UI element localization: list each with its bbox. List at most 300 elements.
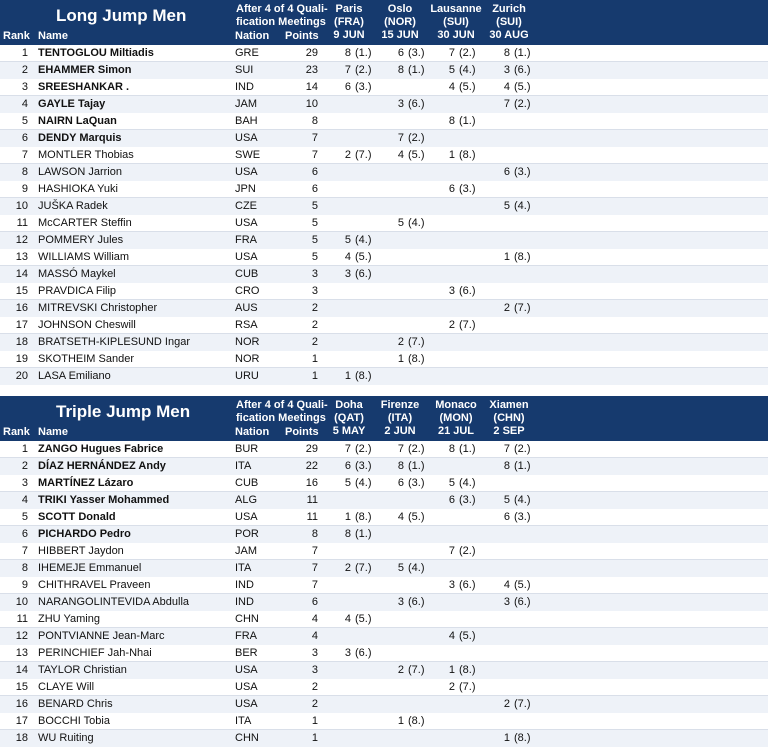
rank-cell: 5 bbox=[21, 511, 28, 523]
athlete-name: WU Ruiting bbox=[38, 732, 94, 744]
rank-cell: 20 bbox=[15, 370, 28, 382]
rank-cell: 3 bbox=[21, 477, 28, 489]
points-cell: 1 bbox=[311, 353, 318, 365]
points-cell: 4 bbox=[311, 630, 318, 642]
nation-cell: CUB bbox=[235, 268, 259, 280]
meeting-place: (4.) bbox=[408, 217, 425, 229]
meeting-points: 8 bbox=[448, 443, 455, 455]
rank-cell: 1 bbox=[21, 443, 28, 455]
nation-cell: USA bbox=[235, 132, 258, 144]
meeting-city: Xiamen bbox=[489, 399, 529, 411]
points-cell: 3 bbox=[311, 285, 318, 297]
meeting-points: 5 bbox=[397, 217, 404, 229]
table-row bbox=[0, 577, 768, 594]
header-rank: Rank bbox=[3, 426, 30, 438]
rank-cell: 19 bbox=[15, 353, 28, 365]
rank-cell: 5 bbox=[21, 115, 28, 127]
rank-cell: 8 bbox=[21, 166, 28, 178]
meeting-points: 5 bbox=[344, 234, 351, 246]
header-after-line2: fication Meetings bbox=[236, 412, 326, 424]
meeting-city: Firenze bbox=[380, 399, 420, 411]
nation-cell: CHN bbox=[235, 732, 259, 744]
athlete-name: MASSÓ Maykel bbox=[38, 268, 116, 280]
meeting-points: 4 bbox=[397, 149, 404, 161]
meeting-country: (NOR) bbox=[384, 16, 416, 28]
meeting-city: Monaco bbox=[435, 399, 477, 411]
meeting-points: 3 bbox=[448, 285, 455, 297]
meeting-points: 2 bbox=[397, 336, 404, 348]
header-nation: Nation bbox=[235, 30, 270, 42]
rank-cell: 7 bbox=[21, 545, 28, 557]
meeting-place: (8.) bbox=[514, 732, 531, 744]
meeting-points: 8 bbox=[344, 528, 351, 540]
table-row bbox=[0, 368, 768, 385]
meeting-points: 4 bbox=[397, 511, 404, 523]
rank-cell: 15 bbox=[15, 681, 28, 693]
meeting-place: (6.) bbox=[355, 647, 372, 659]
athlete-name: McCARTER Steffin bbox=[38, 217, 132, 229]
points-cell: 22 bbox=[305, 460, 318, 472]
rank-cell: 17 bbox=[15, 715, 28, 727]
nation-cell: ALG bbox=[235, 494, 258, 506]
meeting-points: 4 bbox=[448, 81, 455, 93]
athlete-name: NARANGOLINTEVIDA Abdulla bbox=[38, 596, 190, 608]
athlete-name: PONTVIANNE Jean-Marc bbox=[38, 630, 165, 642]
nation-cell: ITA bbox=[235, 562, 252, 574]
meeting-place: (7.) bbox=[408, 664, 425, 676]
athlete-name: ZANGO Hugues Fabrice bbox=[38, 443, 164, 455]
meeting-place: (8.) bbox=[459, 664, 476, 676]
points-cell: 11 bbox=[306, 511, 318, 523]
athlete-name: TRIKI Yasser Mohammed bbox=[38, 494, 170, 506]
meeting-points: 5 bbox=[448, 477, 455, 489]
meeting-place: (3.) bbox=[459, 494, 476, 506]
athlete-name: SREESHANKAR . bbox=[38, 81, 130, 93]
rank-cell: 11 bbox=[16, 217, 28, 229]
rank-cell: 17 bbox=[15, 319, 28, 331]
nation-cell: URU bbox=[235, 370, 259, 382]
meeting-place: (1.) bbox=[459, 115, 476, 127]
points-cell: 1 bbox=[311, 732, 318, 744]
meeting-date: 5 MAY bbox=[332, 425, 366, 437]
meeting-points: 2 bbox=[448, 319, 455, 331]
meeting-points: 5 bbox=[397, 562, 404, 574]
meeting-points: 7 bbox=[448, 545, 455, 557]
meeting-place: (6.) bbox=[514, 596, 531, 608]
meeting-place: (4.) bbox=[355, 477, 372, 489]
meeting-points: 3 bbox=[344, 268, 351, 280]
rank-cell: 9 bbox=[21, 579, 28, 591]
meeting-place: (8.) bbox=[355, 511, 372, 523]
meeting-points: 1 bbox=[344, 370, 351, 382]
athlete-name: IHEMEJE Emmanuel bbox=[38, 562, 142, 574]
rank-cell: 11 bbox=[16, 613, 28, 625]
athlete-name: CLAYE Will bbox=[38, 681, 95, 693]
meeting-points: 8 bbox=[397, 64, 404, 76]
meeting-place: (1.) bbox=[408, 64, 425, 76]
nation-cell: IND bbox=[235, 81, 254, 93]
header-points: Points bbox=[285, 30, 319, 42]
meeting-place: (7.) bbox=[459, 681, 476, 693]
meeting-place: (2.) bbox=[459, 47, 476, 59]
table-row bbox=[0, 594, 768, 611]
meeting-points: 8 bbox=[503, 460, 510, 472]
meeting-place: (2.) bbox=[514, 98, 531, 110]
points-cell: 2 bbox=[311, 336, 318, 348]
meeting-place: (1.) bbox=[514, 460, 531, 472]
points-cell: 5 bbox=[311, 217, 318, 229]
points-cell: 7 bbox=[311, 132, 318, 144]
points-cell: 23 bbox=[305, 64, 318, 76]
nation-cell: ITA bbox=[235, 715, 252, 727]
header-after-line1: After 4 of 4 Quali- bbox=[236, 399, 328, 411]
points-cell: 7 bbox=[311, 579, 318, 591]
meeting-place: (3.) bbox=[355, 460, 372, 472]
meeting-points: 2 bbox=[397, 664, 404, 676]
table-row bbox=[0, 45, 768, 62]
rank-cell: 14 bbox=[15, 664, 28, 676]
meeting-date: 2 JUN bbox=[384, 425, 416, 437]
header-points: Points bbox=[285, 426, 319, 438]
athlete-name: BRATSETH-KIPLESUND Ingar bbox=[38, 336, 191, 348]
meeting-points: 6 bbox=[448, 494, 455, 506]
meeting-points: 3 bbox=[503, 64, 510, 76]
table-row bbox=[0, 181, 768, 198]
meeting-points: 6 bbox=[397, 477, 404, 489]
athlete-name: MARTÍNEZ Lázaro bbox=[38, 477, 134, 489]
header-after-line1: After 4 of 4 Quali- bbox=[236, 3, 328, 15]
meeting-country: (CHN) bbox=[493, 412, 525, 424]
nation-cell: BER bbox=[235, 647, 258, 659]
table-row bbox=[0, 560, 768, 577]
nation-cell: CUB bbox=[235, 477, 259, 489]
table-row bbox=[0, 79, 768, 96]
triple-jump-section bbox=[0, 396, 768, 744]
meeting-points: 7 bbox=[397, 132, 404, 144]
athlete-name: BOCCHI Tobia bbox=[38, 715, 110, 727]
nation-cell: USA bbox=[235, 166, 258, 178]
meeting-place: (3.) bbox=[514, 166, 531, 178]
meeting-place: (8.) bbox=[514, 251, 531, 263]
meeting-points: 5 bbox=[344, 477, 351, 489]
table-row bbox=[0, 628, 768, 645]
meeting-place: (7.) bbox=[355, 149, 372, 161]
meeting-points: 2 bbox=[344, 149, 351, 161]
meeting-country: (SUI) bbox=[496, 16, 522, 28]
meeting-points: 2 bbox=[448, 681, 455, 693]
table-row bbox=[0, 130, 768, 147]
meeting-points: 2 bbox=[503, 698, 510, 710]
meeting-place: (4.) bbox=[408, 562, 425, 574]
meeting-place: (5.) bbox=[355, 251, 372, 263]
meeting-date: 30 JUN bbox=[437, 29, 475, 41]
rank-cell: 6 bbox=[21, 528, 28, 540]
meeting-place: (8.) bbox=[459, 149, 476, 161]
points-cell: 5 bbox=[311, 251, 318, 263]
meeting-place: (4.) bbox=[514, 200, 531, 212]
meeting-points: 6 bbox=[503, 511, 510, 523]
points-cell: 16 bbox=[305, 477, 318, 489]
meeting-place: (7.) bbox=[459, 319, 476, 331]
athlete-name: JUŠKA Radek bbox=[38, 200, 108, 212]
athlete-name: DENDY Marquis bbox=[38, 132, 122, 144]
table-row bbox=[0, 283, 768, 300]
athlete-name: TENTOGLOU Miltiadis bbox=[38, 47, 154, 59]
table-row bbox=[0, 249, 768, 266]
meeting-points: 6 bbox=[344, 81, 351, 93]
nation-cell: POR bbox=[235, 528, 259, 540]
points-cell: 6 bbox=[311, 166, 318, 178]
athlete-name: MONTLER Thobias bbox=[38, 149, 134, 161]
athlete-name: TAYLOR Christian bbox=[38, 664, 127, 676]
meeting-points: 5 bbox=[503, 200, 510, 212]
points-cell: 10 bbox=[305, 98, 318, 110]
rank-cell: 4 bbox=[21, 494, 28, 506]
table-row bbox=[0, 351, 768, 368]
nation-cell: NOR bbox=[235, 353, 260, 365]
nation-cell: CRO bbox=[235, 285, 260, 297]
meeting-points: 6 bbox=[344, 460, 351, 472]
meeting-place: (7.) bbox=[514, 302, 531, 314]
nation-cell: USA bbox=[235, 251, 258, 263]
athlete-name: MITREVSKI Christopher bbox=[38, 302, 158, 314]
meeting-place: (2.) bbox=[514, 443, 531, 455]
points-cell: 7 bbox=[311, 562, 318, 574]
meeting-place: (8.) bbox=[408, 715, 425, 727]
meeting-country: (QAT) bbox=[334, 412, 364, 424]
meeting-place: (2.) bbox=[355, 443, 372, 455]
meeting-place: (5.) bbox=[459, 81, 476, 93]
rank-cell: 9 bbox=[21, 183, 28, 195]
meeting-country: (SUI) bbox=[443, 16, 469, 28]
meeting-place: (5.) bbox=[408, 149, 425, 161]
nation-cell: SWE bbox=[235, 149, 261, 161]
triple-jump-header bbox=[0, 396, 768, 441]
points-cell: 11 bbox=[306, 494, 318, 506]
athlete-name: HIBBERT Jaydon bbox=[38, 545, 124, 557]
table-row bbox=[0, 441, 768, 458]
rank-cell: 6 bbox=[21, 132, 28, 144]
section-title: Triple Jump Men bbox=[56, 402, 191, 421]
table-row bbox=[0, 334, 768, 351]
meeting-points: 7 bbox=[503, 98, 510, 110]
meeting-place: (5.) bbox=[408, 511, 425, 523]
meeting-place: (1.) bbox=[355, 47, 372, 59]
meeting-place: (3.) bbox=[408, 477, 425, 489]
table-row bbox=[0, 475, 768, 492]
table-row bbox=[0, 696, 768, 713]
nation-cell: ITA bbox=[235, 460, 252, 472]
meeting-city: Lausanne bbox=[430, 3, 482, 15]
rank-cell: 2 bbox=[21, 460, 28, 472]
rank-cell: 16 bbox=[15, 302, 28, 314]
table-row bbox=[0, 526, 768, 543]
meeting-points: 7 bbox=[503, 443, 510, 455]
rank-cell: 7 bbox=[21, 149, 28, 161]
meeting-date: 2 SEP bbox=[493, 425, 525, 437]
meeting-place: (3.) bbox=[459, 183, 476, 195]
table-row bbox=[0, 300, 768, 317]
table-row bbox=[0, 198, 768, 215]
rank-cell: 18 bbox=[15, 732, 28, 744]
athlete-name: WILLIAMS William bbox=[38, 251, 130, 263]
points-cell: 3 bbox=[311, 647, 318, 659]
points-cell: 7 bbox=[311, 545, 318, 557]
meeting-place: (7.) bbox=[514, 698, 531, 710]
points-cell: 29 bbox=[305, 443, 318, 455]
points-cell: 2 bbox=[311, 319, 318, 331]
meeting-place: (2.) bbox=[408, 132, 425, 144]
table-row bbox=[0, 713, 768, 730]
athlete-name: DÍAZ HERNÁNDEZ Andy bbox=[38, 460, 166, 472]
meeting-place: (5.) bbox=[514, 579, 531, 591]
meeting-points: 4 bbox=[448, 630, 455, 642]
rank-cell: 14 bbox=[15, 268, 28, 280]
meeting-city: Zurich bbox=[492, 3, 526, 15]
points-cell: 8 bbox=[311, 528, 318, 540]
meeting-points: 2 bbox=[503, 302, 510, 314]
meeting-place: (4.) bbox=[459, 64, 476, 76]
table-row bbox=[0, 232, 768, 249]
table-row bbox=[0, 62, 768, 79]
meeting-place: (4.) bbox=[514, 494, 531, 506]
rank-cell: 8 bbox=[21, 562, 28, 574]
meeting-place: (3.) bbox=[355, 81, 372, 93]
rank-cell: 10 bbox=[15, 596, 28, 608]
nation-cell: BUR bbox=[235, 443, 259, 455]
points-cell: 8 bbox=[311, 115, 318, 127]
meeting-points: 8 bbox=[344, 47, 351, 59]
athlete-name: PICHARDO Pedro bbox=[38, 528, 131, 540]
meeting-points: 1 bbox=[397, 715, 404, 727]
meeting-points: 1 bbox=[397, 353, 404, 365]
athlete-name: GAYLE Tajay bbox=[38, 98, 106, 110]
header-rank: Rank bbox=[3, 30, 30, 42]
athlete-name: LASA Emiliano bbox=[38, 370, 111, 382]
nation-cell: USA bbox=[235, 217, 258, 229]
table-row bbox=[0, 492, 768, 509]
meeting-date: 21 JUL bbox=[437, 425, 475, 437]
meeting-country: (FRA) bbox=[334, 16, 364, 28]
points-cell: 1 bbox=[311, 370, 318, 382]
athlete-name: LAWSON Jarrion bbox=[38, 166, 122, 178]
points-cell: 7 bbox=[311, 149, 318, 161]
athlete-name: PRAVDICA Filip bbox=[38, 285, 117, 297]
meeting-points: 1 bbox=[448, 149, 455, 161]
nation-cell: FRA bbox=[235, 234, 257, 246]
points-cell: 14 bbox=[305, 81, 318, 93]
meeting-points: 7 bbox=[344, 443, 351, 455]
meeting-points: 7 bbox=[397, 443, 404, 455]
table-row bbox=[0, 645, 768, 662]
meeting-place: (2.) bbox=[459, 545, 476, 557]
nation-cell: GRE bbox=[235, 47, 259, 59]
table-row bbox=[0, 458, 768, 475]
header-name: Name bbox=[38, 30, 68, 42]
meeting-points: 3 bbox=[503, 596, 510, 608]
athlete-name: EHAMMER Simon bbox=[38, 64, 132, 76]
table-row bbox=[0, 611, 768, 628]
header-after-line2: fication Meetings bbox=[236, 16, 326, 28]
meeting-city: Paris bbox=[335, 3, 363, 15]
nation-cell: USA bbox=[235, 511, 258, 523]
points-cell: 5 bbox=[311, 234, 318, 246]
meeting-points: 4 bbox=[503, 81, 510, 93]
meeting-place: (6.) bbox=[459, 285, 476, 297]
nation-cell: USA bbox=[235, 664, 258, 676]
athlete-name: JOHNSON Cheswill bbox=[38, 319, 136, 331]
meeting-points: 7 bbox=[448, 47, 455, 59]
meeting-points: 3 bbox=[397, 98, 404, 110]
meeting-place: (5.) bbox=[459, 630, 476, 642]
meeting-country: (MON) bbox=[439, 412, 473, 424]
meeting-place: (6.) bbox=[408, 98, 425, 110]
meeting-points: 4 bbox=[344, 251, 351, 263]
meeting-date: 30 AUG bbox=[489, 29, 529, 41]
athlete-name: ZHU Yaming bbox=[38, 613, 100, 625]
nation-cell: IND bbox=[235, 596, 254, 608]
meeting-points: 8 bbox=[448, 115, 455, 127]
meeting-place: (5.) bbox=[514, 81, 531, 93]
points-cell: 29 bbox=[305, 47, 318, 59]
nation-cell: JAM bbox=[235, 98, 257, 110]
meeting-place: (4.) bbox=[459, 477, 476, 489]
meeting-place: (6.) bbox=[355, 268, 372, 280]
athlete-name: SCOTT Donald bbox=[38, 511, 116, 523]
table-row bbox=[0, 509, 768, 526]
nation-cell: RSA bbox=[235, 319, 258, 331]
points-cell: 3 bbox=[311, 268, 318, 280]
meeting-points: 6 bbox=[448, 183, 455, 195]
rank-cell: 10 bbox=[15, 200, 28, 212]
athlete-name: POMMERY Jules bbox=[38, 234, 124, 246]
meeting-points: 3 bbox=[448, 579, 455, 591]
meeting-place: (3.) bbox=[514, 511, 531, 523]
meeting-place: (1.) bbox=[355, 528, 372, 540]
long-jump-header bbox=[0, 0, 768, 45]
table-row bbox=[0, 215, 768, 232]
meeting-place: (7.) bbox=[355, 562, 372, 574]
athlete-name: HASHIOKA Yuki bbox=[38, 183, 118, 195]
meeting-points: 6 bbox=[397, 47, 404, 59]
meeting-place: (1.) bbox=[459, 443, 476, 455]
meeting-place: (7.) bbox=[408, 336, 425, 348]
meeting-city: Doha bbox=[335, 399, 363, 411]
points-cell: 2 bbox=[311, 302, 318, 314]
nation-cell: JPN bbox=[235, 183, 256, 195]
table-row bbox=[0, 147, 768, 164]
meeting-place: (6.) bbox=[459, 579, 476, 591]
rank-cell: 12 bbox=[15, 630, 28, 642]
meeting-points: 8 bbox=[503, 47, 510, 59]
nation-cell: NOR bbox=[235, 336, 260, 348]
meeting-points: 1 bbox=[503, 251, 510, 263]
rank-cell: 1 bbox=[21, 47, 28, 59]
meeting-place: (8.) bbox=[408, 353, 425, 365]
athlete-name: NAIRN LaQuan bbox=[38, 115, 117, 127]
meeting-points: 5 bbox=[503, 494, 510, 506]
header-name: Name bbox=[38, 426, 68, 438]
meeting-place: (3.) bbox=[408, 47, 425, 59]
nation-cell: BAH bbox=[235, 115, 258, 127]
points-cell: 3 bbox=[311, 664, 318, 676]
points-cell: 6 bbox=[311, 596, 318, 608]
rank-cell: 15 bbox=[15, 285, 28, 297]
table-row bbox=[0, 730, 768, 747]
meeting-place: (1.) bbox=[514, 47, 531, 59]
points-cell: 6 bbox=[311, 183, 318, 195]
athlete-name: PERINCHIEF Jah-Nhai bbox=[38, 647, 152, 659]
